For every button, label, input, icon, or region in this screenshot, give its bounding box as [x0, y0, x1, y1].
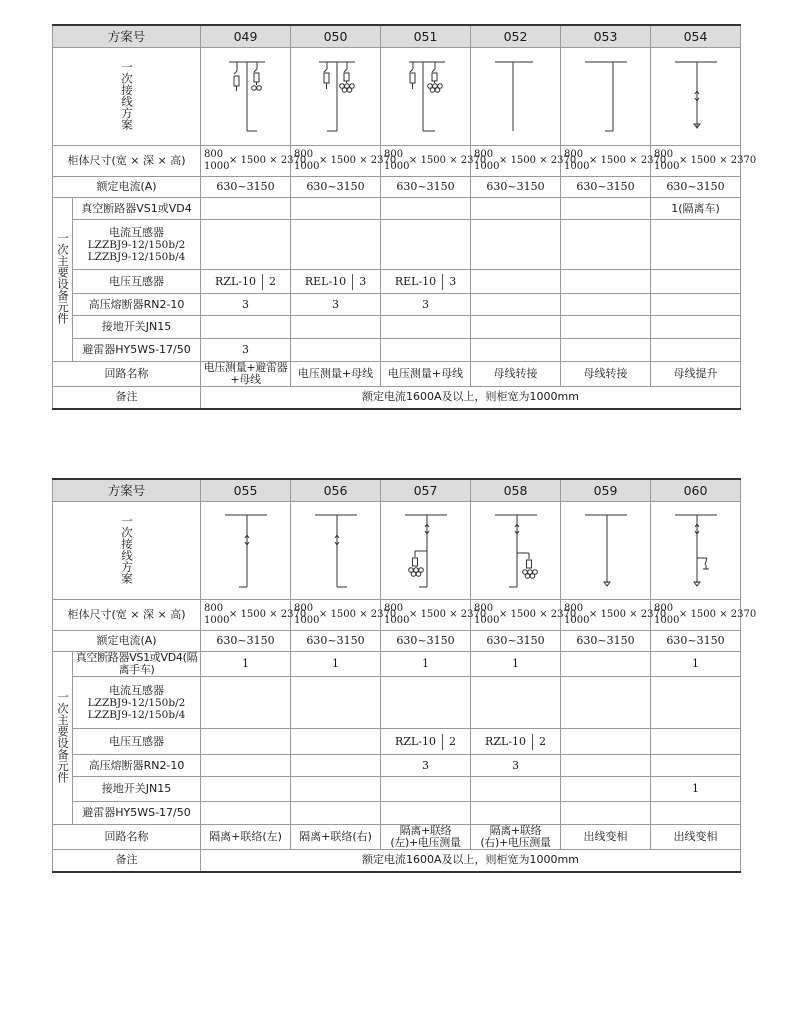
cabinet-dimension: 800 1000 × 1500 × 2370 [384, 149, 487, 172]
circuit-name: 出线变相 [651, 825, 741, 850]
breaker-value: 1 [651, 652, 741, 677]
voltage-transformer-value: RZL-10 2 [215, 274, 276, 288]
breaker-label: 真空断路器VS1或VD4(隔离手车) [73, 652, 201, 677]
rated-current: 630~3150 [651, 177, 741, 198]
voltage-transformer-label: 电压互感器 [73, 270, 201, 294]
fuse-value: 3 [381, 294, 471, 316]
scheme-number: 059 [561, 479, 651, 502]
remarks-text: 额定电流1600A及以上，则柜宽为1000mm [201, 387, 741, 409]
wiring-diagram-053 [561, 48, 651, 146]
fuse-value: 3 [201, 294, 291, 316]
scheme-number-label: 方案号 [53, 25, 201, 48]
voltage-transformer-value: RZL-10 2 [485, 734, 546, 748]
rated-current: 630~3150 [651, 631, 741, 652]
main-components-label: 一次主要设备元件 [56, 232, 70, 324]
remarks-label: 备注 [53, 387, 201, 409]
earthing-switch-value: 1 [651, 777, 741, 802]
scheme-number: 051 [381, 25, 471, 48]
scheme-table-2 [52, 478, 757, 873]
circuit-name-label: 回路名称 [53, 825, 201, 850]
scheme-number: 053 [561, 25, 651, 48]
wiring-diagram-058 [471, 502, 561, 600]
cabinet-dimension: 800 1000 × 1500 × 2370 [294, 149, 397, 172]
breaker-value [471, 198, 561, 220]
breaker-value [201, 198, 291, 220]
scheme-number: 049 [201, 25, 291, 48]
breaker-value [561, 652, 651, 677]
cabinet-dimension: 800 1000 × 1500 × 2370 [384, 603, 487, 626]
wiring-diagram-059 [561, 502, 651, 600]
rated-current: 630~3150 [381, 177, 471, 198]
cabinet-dimension: 800 1000 × 1500 × 2370 [564, 149, 667, 172]
breaker-value [561, 198, 651, 220]
circuit-name: 母线转接 [471, 362, 561, 387]
cabinet-dimension: 800 1000 × 1500 × 2370 [654, 603, 757, 626]
wiring-diagram-054 [651, 48, 741, 146]
scheme-number: 060 [651, 479, 741, 502]
circuit-name: 母线提升 [651, 362, 741, 387]
scheme-number: 050 [291, 25, 381, 48]
arrester-value: 3 [201, 339, 291, 362]
breaker-value: 1 [291, 652, 381, 677]
cabinet-dimension: 800 1000 × 1500 × 2370 [294, 603, 397, 626]
wiring-diagram-050 [291, 48, 381, 146]
voltage-transformer-label: 电压互感器 [73, 729, 201, 755]
breaker-value: 1(隔离车) [651, 198, 741, 220]
circuit-name: 电压测量+避雷器+母线 [201, 362, 291, 387]
fuse-value: 3 [381, 755, 471, 777]
rated-current: 630~3150 [561, 631, 651, 652]
breaker-label: 真空断路器VS1或VD4 [73, 198, 201, 220]
rated-current: 630~3150 [561, 177, 651, 198]
fuse-label: 高压熔断器RN2-10 [73, 755, 201, 777]
voltage-transformer-value: RZL-10 2 [395, 734, 456, 748]
fuse-value: 3 [291, 294, 381, 316]
arrester-label: 避雷器HY5WS-17/50 [73, 802, 201, 825]
rated-current: 630~3150 [291, 177, 381, 198]
wiring-diagram-055 [201, 502, 291, 600]
scheme-number: 052 [471, 25, 561, 48]
circuit-name: 隔离+联络(左)+电压测量 [381, 825, 471, 850]
main-components-label: 一次主要设备元件 [56, 690, 70, 783]
breaker-value: 1 [471, 652, 561, 677]
rated-current: 630~3150 [201, 177, 291, 198]
scheme-number-label: 方案号 [53, 479, 201, 502]
rated-current-label: 额定电流(A) [53, 177, 201, 198]
arrester-label: 避雷器HY5WS-17/50 [73, 339, 201, 362]
wiring-diagram-052 [471, 48, 561, 146]
circuit-name: 隔离+联络(左) [201, 825, 291, 850]
circuit-name: 隔离+联络(右)+电压测量 [471, 825, 561, 850]
remarks-text: 额定电流1600A及以上，则柜宽为1000mm [201, 850, 741, 872]
rated-current: 630~3150 [381, 631, 471, 652]
earthing-switch-label: 接地开关JN15 [73, 316, 201, 339]
wiring-diagram-049 [201, 48, 291, 146]
scheme-number: 057 [381, 479, 471, 502]
breaker-value: 1 [381, 652, 471, 677]
circuit-name: 母线转接 [561, 362, 651, 387]
breaker-value: 1 [201, 652, 291, 677]
scheme-table-1 [52, 24, 757, 410]
dimension-label: 柜体尺寸(宽 × 深 × 高) [53, 600, 201, 631]
rated-current-label: 额定电流(A) [53, 631, 201, 652]
remarks-label: 备注 [53, 850, 201, 872]
circuit-name-label: 回路名称 [53, 362, 201, 387]
rated-current: 630~3150 [471, 631, 561, 652]
fuse-value: 3 [471, 755, 561, 777]
current-transformer-label: 电流互感器 LZZBJ9-12/150b/2 LZZBJ9-12/150b/4 [73, 220, 201, 270]
circuit-name: 电压测量+母线 [291, 362, 381, 387]
cabinet-dimension: 800 1000 × 1500 × 2370 [654, 149, 757, 172]
wiring-diagram-056 [291, 502, 381, 600]
circuit-name: 出线变相 [561, 825, 651, 850]
voltage-transformer-value: REL-10 3 [394, 274, 457, 288]
current-transformer-label: 电流互感器 LZZBJ9-12/150b/2 LZZBJ9-12/150b/4 [73, 677, 201, 729]
wiring-scheme-label: 一次接线方案 [120, 60, 134, 130]
earthing-switch-label: 接地开关JN15 [73, 777, 201, 802]
rated-current: 630~3150 [201, 631, 291, 652]
cabinet-dimension: 800 1000 × 1500 × 2370 [564, 603, 667, 626]
breaker-value [291, 198, 381, 220]
scheme-number: 058 [471, 479, 561, 502]
cabinet-dimension: 800 1000 × 1500 × 2370 [474, 603, 577, 626]
breaker-value [381, 198, 471, 220]
scheme-number: 056 [291, 479, 381, 502]
cabinet-dimension: 800 1000 × 1500 × 2370 [204, 149, 307, 172]
wiring-diagram-060 [651, 502, 741, 600]
circuit-name: 隔离+联络(右) [291, 825, 381, 850]
wiring-scheme-label: 一次接线方案 [120, 514, 134, 584]
wiring-diagram-057 [381, 502, 471, 600]
scheme-number: 054 [651, 25, 741, 48]
cabinet-dimension: 800 1000 × 1500 × 2370 [474, 149, 577, 172]
scheme-number: 055 [201, 479, 291, 502]
voltage-transformer-value: REL-10 3 [304, 274, 367, 288]
rated-current: 630~3150 [471, 177, 561, 198]
fuse-label: 高压熔断器RN2-10 [73, 294, 201, 316]
dimension-label: 柜体尺寸(宽 × 深 × 高) [53, 146, 201, 177]
rated-current: 630~3150 [291, 631, 381, 652]
cabinet-dimension: 800 1000 × 1500 × 2370 [204, 603, 307, 626]
wiring-diagram-051 [381, 48, 471, 146]
circuit-name: 电压测量+母线 [381, 362, 471, 387]
